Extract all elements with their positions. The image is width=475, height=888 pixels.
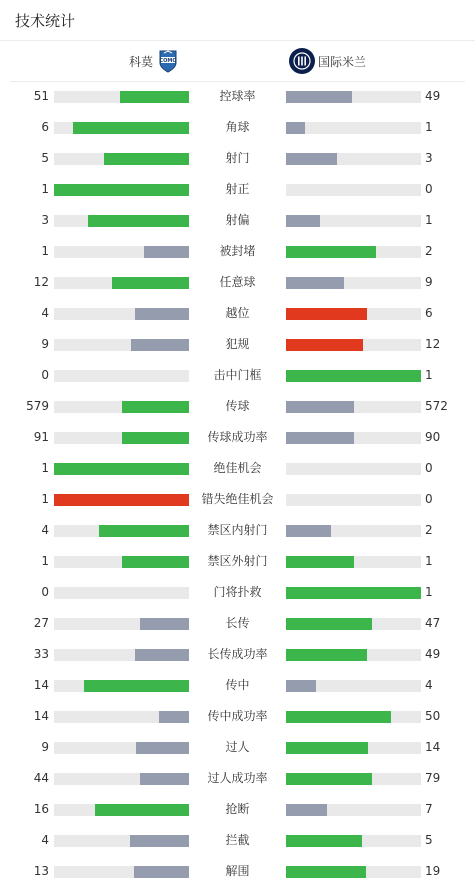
home-stat-bar-fill [136, 742, 189, 754]
stat-row [0, 639, 475, 670]
home-stat-bar [54, 277, 189, 289]
home-stat-bar-fill [73, 122, 189, 134]
home-stat-value: 1 [41, 492, 49, 506]
away-stat-bar [286, 835, 421, 847]
stat-row [0, 546, 475, 577]
stat-row [0, 329, 475, 360]
stat-label: 控球率 [219, 89, 256, 103]
away-stat-bar [286, 525, 421, 537]
stat-label: 门将扑救 [213, 585, 262, 599]
stat-label: 抢断 [225, 802, 250, 816]
home-stat-value: 9 [41, 337, 49, 351]
away-stat-value: 1 [425, 554, 433, 568]
page-title: 技术统计 [15, 11, 76, 30]
home-stat-bar-fill [84, 680, 189, 692]
home-stat-value: 1 [41, 182, 49, 196]
stat-label: 过人 [225, 740, 250, 754]
away-stat-value: 79 [425, 771, 441, 785]
home-stat-bar [54, 866, 189, 878]
stat-row [0, 205, 475, 236]
home-stat-bar-fill [131, 339, 189, 351]
home-stat-bar-fill [135, 308, 189, 320]
away-stat-bar [286, 370, 421, 382]
away-stat-value: 5 [425, 833, 433, 847]
away-stat-bar-fill [286, 91, 352, 103]
away-stat-bar [286, 277, 421, 289]
away-stat-value: 0 [425, 461, 433, 475]
home-stat-bar-fill [99, 525, 189, 537]
stat-label: 射正 [225, 182, 250, 196]
away-stat-bar-fill [286, 525, 331, 537]
away-stat-bar-fill [286, 773, 372, 785]
away-stat-bar-fill [286, 308, 367, 320]
stat-label: 犯规 [225, 337, 250, 351]
away-stat-value: 9 [425, 275, 433, 289]
home-stat-bar [54, 401, 189, 413]
home-stat-value: 4 [41, 833, 49, 847]
away-team[interactable] [290, 41, 366, 81]
home-stat-bar-fill [88, 215, 189, 227]
home-stat-bar-fill [120, 91, 189, 103]
stat-row [0, 856, 475, 887]
away-stat-bar-fill [286, 804, 327, 816]
away-stat-value: 49 [425, 647, 441, 661]
stat-row [0, 732, 475, 763]
home-stat-value: 9 [41, 740, 49, 754]
home-stat-bar [54, 835, 189, 847]
away-stat-bar [286, 432, 421, 444]
home-stat-value: 1 [41, 244, 49, 258]
away-stat-bar-fill [286, 432, 354, 444]
home-stat-bar [54, 742, 189, 754]
stat-row [0, 112, 475, 143]
away-stat-value: 0 [425, 182, 433, 196]
away-stat-bar-fill [286, 339, 363, 351]
stat-label: 传中成功率 [207, 709, 268, 723]
home-stat-value: 91 [33, 430, 49, 444]
away-stat-value: 50 [425, 709, 441, 723]
home-stat-bar-fill [130, 835, 189, 847]
stat-row [0, 298, 475, 329]
away-stat-value: 1 [425, 585, 433, 599]
stat-row [0, 515, 475, 546]
como-crest-text: COMO [159, 58, 177, 64]
stat-label: 长传 [225, 616, 250, 630]
away-stat-bar [286, 91, 421, 103]
home-stat-bar-fill [122, 401, 190, 413]
away-stat-value: 90 [425, 430, 441, 444]
stats-header [0, 0, 475, 41]
away-stat-bar [286, 463, 421, 475]
home-stat-bar [54, 525, 189, 537]
home-stat-bar [54, 618, 189, 630]
stat-row [0, 484, 475, 515]
home-stat-bar-fill [54, 494, 189, 506]
stat-label: 禁区内射门 [207, 523, 268, 537]
stat-label: 错失绝佳机会 [201, 492, 274, 506]
home-stat-value: 16 [33, 802, 49, 816]
home-stat-value: 1 [41, 554, 49, 568]
away-stat-value: 12 [425, 337, 441, 351]
away-stat-bar [286, 866, 421, 878]
away-stat-value: 2 [425, 244, 433, 258]
stat-label: 长传成功率 [207, 647, 268, 661]
home-stat-bar-fill [135, 649, 189, 661]
away-stat-value: 2 [425, 523, 433, 537]
team-bar [10, 41, 465, 82]
home-stat-bar-fill [95, 804, 190, 816]
home-stat-value: 44 [33, 771, 49, 785]
home-stat-bar-fill [134, 866, 189, 878]
away-stat-bar [286, 339, 421, 351]
stat-label: 禁区外射门 [207, 554, 268, 568]
stat-label: 传球 [225, 399, 250, 413]
stat-row [0, 174, 475, 205]
home-stat-bar [54, 711, 189, 723]
home-stat-value: 4 [41, 523, 49, 537]
home-stat-bar [54, 122, 189, 134]
away-stat-value: 47 [425, 616, 441, 630]
away-stat-bar [286, 773, 421, 785]
home-team-name: 科莫 [128, 54, 153, 69]
away-stat-bar [286, 494, 421, 506]
home-stat-value: 12 [33, 275, 49, 289]
away-stat-bar-fill [286, 401, 354, 413]
home-stat-bar [54, 804, 189, 816]
home-stat-value: 3 [41, 213, 49, 227]
away-stat-value: 0 [425, 492, 433, 506]
home-stat-value: 14 [33, 709, 49, 723]
away-stat-bar-fill [286, 649, 367, 661]
away-stat-bar [286, 215, 421, 227]
stat-label: 传中 [225, 678, 250, 692]
home-stat-bar [54, 215, 189, 227]
stat-label: 传球成功率 [207, 430, 268, 444]
away-stat-value: 49 [425, 89, 441, 103]
home-stat-bar-fill [140, 618, 189, 630]
home-stat-bar [54, 153, 189, 165]
home-stat-value: 27 [33, 616, 49, 630]
stat-row [0, 608, 475, 639]
home-stat-value: 14 [33, 678, 49, 692]
home-stat-bar [54, 494, 189, 506]
home-stat-bar [54, 370, 189, 382]
stat-label: 射偏 [225, 213, 250, 227]
stat-label: 解围 [225, 864, 250, 878]
away-stat-value: 7 [425, 802, 433, 816]
home-stat-value: 51 [33, 89, 49, 103]
stat-label: 角球 [225, 120, 250, 134]
home-stat-bar [54, 463, 189, 475]
home-stat-value: 33 [33, 647, 49, 661]
home-stat-bar-fill [122, 432, 190, 444]
home-stat-value: 0 [41, 585, 49, 599]
stat-row [0, 577, 475, 608]
away-stat-value: 572 [425, 399, 448, 413]
home-stat-bar-fill [144, 246, 189, 258]
stat-row [0, 81, 475, 112]
away-stat-bar [286, 680, 421, 692]
stat-row [0, 422, 475, 453]
away-stat-value: 14 [425, 740, 441, 754]
stat-label: 拦截 [225, 833, 250, 847]
away-stat-bar-fill [286, 742, 368, 754]
stat-label: 击中门框 [213, 368, 262, 382]
away-stat-value: 1 [425, 213, 433, 227]
home-stat-bar [54, 91, 189, 103]
home-stat-bar-fill [159, 711, 189, 723]
stat-row [0, 267, 475, 298]
away-stat-value: 19 [425, 864, 441, 878]
home-stat-value: 4 [41, 306, 49, 320]
away-stat-bar-fill [286, 556, 354, 568]
away-stat-bar [286, 618, 421, 630]
away-stat-bar-fill [286, 680, 316, 692]
away-stat-bar [286, 246, 421, 258]
stat-row [0, 391, 475, 422]
away-stat-bar [286, 184, 421, 196]
home-stat-bar [54, 680, 189, 692]
away-stat-bar [286, 649, 421, 661]
stat-row [0, 763, 475, 794]
stat-label: 越位 [225, 306, 250, 320]
home-stat-value: 6 [41, 120, 49, 134]
home-stat-value: 1 [41, 461, 49, 475]
home-stat-bar [54, 432, 189, 444]
away-stat-bar-fill [286, 215, 320, 227]
away-stat-bar-fill [286, 122, 305, 134]
away-stat-bar [286, 308, 421, 320]
stat-row [0, 670, 475, 701]
stat-row [0, 701, 475, 732]
stat-row [0, 794, 475, 825]
home-stat-value: 0 [41, 368, 49, 382]
away-stat-bar-fill [286, 246, 376, 258]
stat-label: 任意球 [219, 275, 256, 289]
away-stat-bar [286, 711, 421, 723]
home-stat-bar-fill [112, 277, 189, 289]
away-stat-bar-fill [286, 587, 421, 599]
away-stat-bar-fill [286, 370, 421, 382]
away-stat-value: 1 [425, 120, 433, 134]
away-stat-bar [286, 122, 421, 134]
home-stat-bar [54, 587, 189, 599]
home-stat-value: 5 [41, 151, 49, 165]
stat-row [0, 143, 475, 174]
away-team-name: 国际米兰 [318, 54, 367, 69]
home-stat-bar-fill [54, 463, 189, 475]
stat-row [0, 360, 475, 391]
away-stat-bar-fill [286, 153, 337, 165]
home-stat-bar-fill [140, 773, 189, 785]
inter-crest-icon [290, 49, 314, 73]
home-stat-bar-fill [104, 153, 189, 165]
stats-list [0, 81, 475, 887]
away-stat-bar [286, 153, 421, 165]
away-stat-bar [286, 742, 421, 754]
away-stat-bar [286, 804, 421, 816]
home-stat-bar-fill [54, 184, 189, 196]
home-team[interactable] [129, 41, 179, 81]
away-stat-bar [286, 587, 421, 599]
stat-row [0, 453, 475, 484]
home-stat-value: 579 [26, 399, 49, 413]
away-stat-bar-fill [286, 835, 362, 847]
home-stat-bar [54, 773, 189, 785]
away-stat-bar-fill [286, 711, 391, 723]
home-stat-bar [54, 339, 189, 351]
home-stat-value: 13 [33, 864, 49, 878]
stat-label: 过人成功率 [207, 771, 268, 785]
stat-label: 绝佳机会 [213, 461, 262, 475]
home-stat-bar [54, 308, 189, 320]
away-stat-bar [286, 401, 421, 413]
home-stat-bar [54, 246, 189, 258]
away-stat-value: 1 [425, 368, 433, 382]
como-crest-icon [157, 49, 179, 73]
away-stat-value: 6 [425, 306, 433, 320]
home-stat-bar-fill [122, 556, 190, 568]
away-stat-value: 3 [425, 151, 433, 165]
away-stat-bar-fill [286, 618, 372, 630]
away-stat-value: 4 [425, 678, 433, 692]
away-stat-bar-fill [286, 866, 366, 878]
home-stat-bar [54, 649, 189, 661]
stat-label: 射门 [225, 151, 250, 165]
away-stat-bar-fill [286, 277, 344, 289]
away-stat-bar [286, 556, 421, 568]
stat-row [0, 825, 475, 856]
stat-label: 被封堵 [219, 244, 256, 258]
home-stat-bar [54, 556, 189, 568]
home-stat-bar [54, 184, 189, 196]
stat-row [0, 236, 475, 267]
